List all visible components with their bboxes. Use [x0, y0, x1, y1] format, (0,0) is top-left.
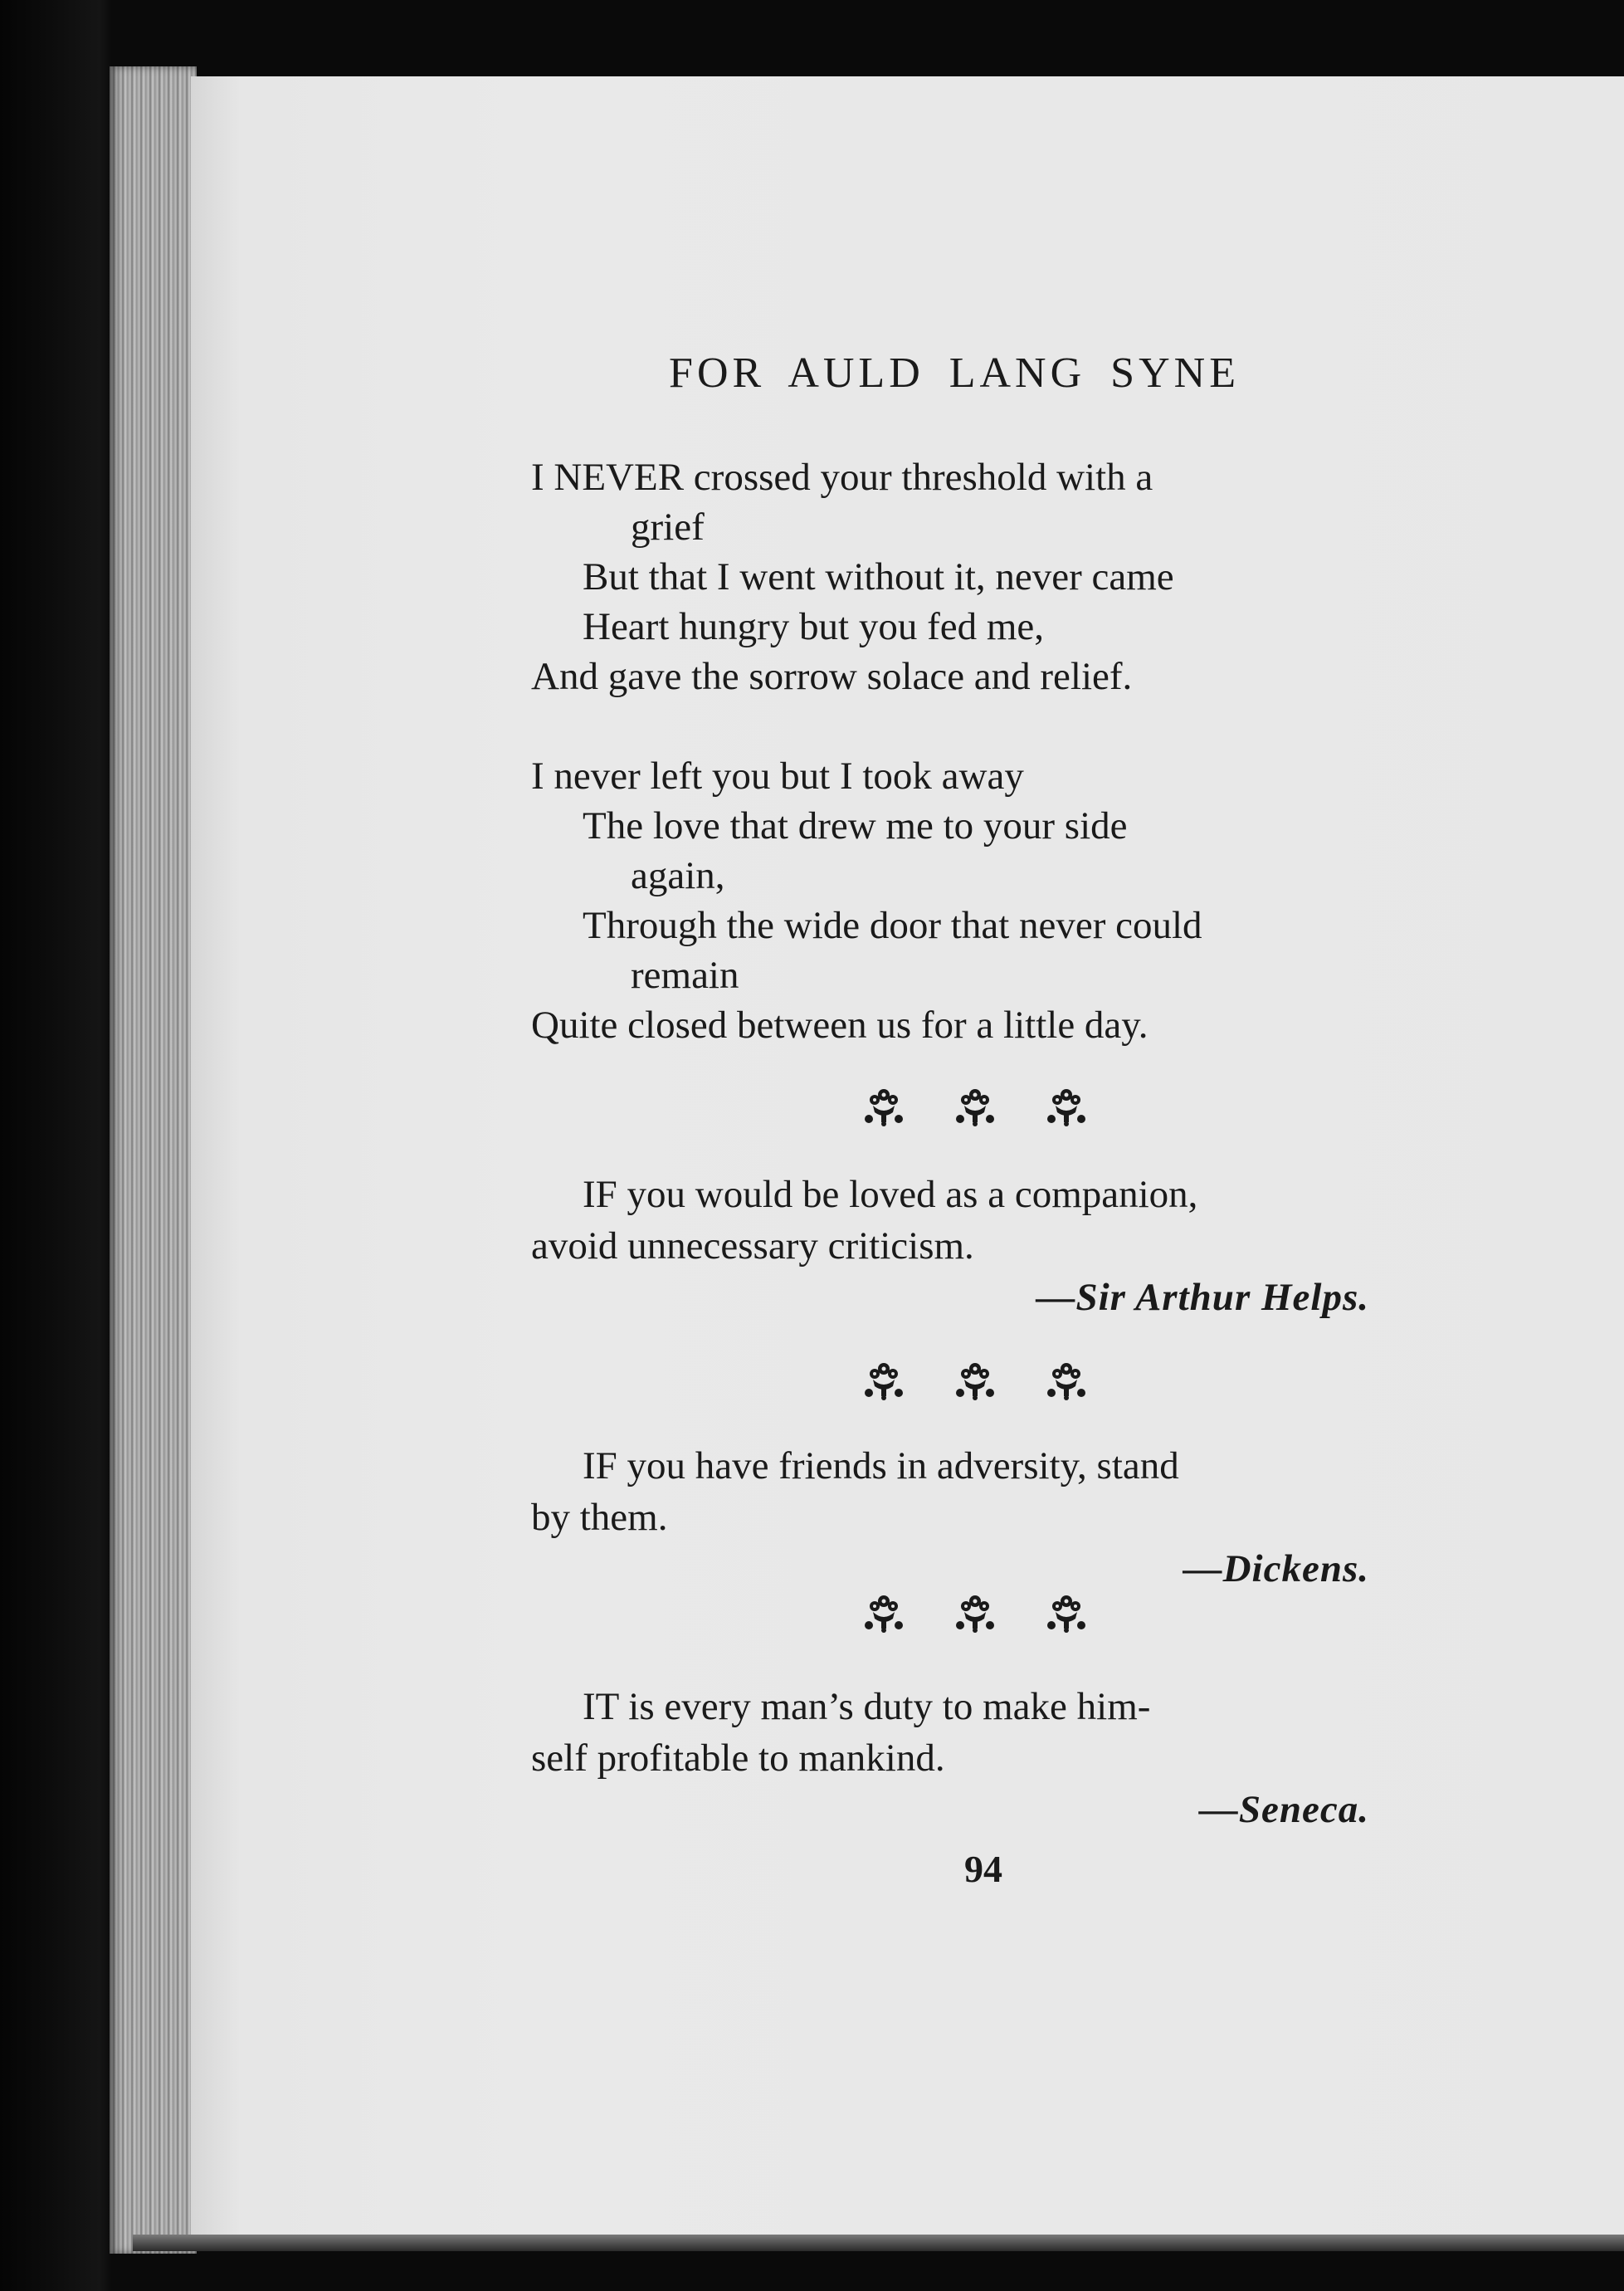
floral-ornament-icon: [953, 1361, 997, 1401]
quote-attribution: —Seneca.: [1198, 1788, 1369, 1831]
floral-ornament-icon: [861, 1361, 906, 1401]
poem-stanza-2: [531, 751, 1419, 1050]
floral-ornament-icon: [1044, 1087, 1089, 1127]
quote-attribution: —Sir Arthur Helps.: [1036, 1276, 1369, 1319]
poem-line: And gave the sorrow solace and relief.: [531, 655, 1133, 698]
floral-ornament-icon: [953, 1594, 997, 1634]
floral-ornament-icon: [861, 1594, 906, 1634]
book-page-edges: [110, 66, 197, 2254]
page-number: 94: [964, 1848, 1002, 1890]
floral-ornament-icon: [861, 1087, 906, 1127]
poem-line: Heart hungry but you fed me,: [583, 605, 1045, 648]
poem-line: I never left you but I took away: [531, 755, 1024, 798]
poem-line: grief: [631, 506, 705, 549]
poem-line: [531, 452, 1419, 502]
floral-ornament-icon: [953, 1087, 997, 1127]
poem: [531, 452, 1419, 1100]
quote-block: [531, 1681, 1419, 1835]
ornament-divider: [531, 1361, 1419, 1401]
floral-ornament-icon: [1044, 1594, 1089, 1634]
ornament-divider: [531, 1594, 1419, 1634]
poem-line: The love that drew me to your side: [583, 804, 1128, 848]
quote-text: IT is every man’s duty to make him-: [583, 1685, 1151, 1728]
poem-line: But that I went without it, never came: [583, 555, 1174, 598]
quote-text: IF you would be loved as a companion,: [583, 1173, 1198, 1216]
poem-line: again,: [631, 854, 725, 897]
quote-text: by them.: [531, 1496, 668, 1539]
poem-line: Quite closed between us for a little day.: [531, 1004, 1149, 1047]
page-bottom-shadow: [133, 2235, 1624, 2251]
poem-line: Through the wide door that never could: [583, 904, 1202, 947]
quote-text: self profitable to mankind.: [531, 1737, 945, 1780]
quote-block: [531, 1440, 1419, 1595]
book-page: [191, 76, 1624, 2235]
poem-line-text: I NEVER crossed your threshold with a: [531, 456, 1153, 499]
quote-text: IF you have friends in adversity, stand: [583, 1444, 1179, 1487]
page-title: FOR AULD LANG SYNE: [669, 349, 1240, 397]
floral-ornament-icon: [1044, 1361, 1089, 1401]
quote-text: avoid unnecessary criticism.: [531, 1224, 974, 1268]
poem-stanza-1: [531, 452, 1419, 701]
quote-block: [531, 1169, 1419, 1323]
quote-attribution: —Dickens.: [1183, 1547, 1369, 1590]
ornament-divider: [531, 1087, 1419, 1127]
poem-line: remain: [631, 954, 739, 997]
